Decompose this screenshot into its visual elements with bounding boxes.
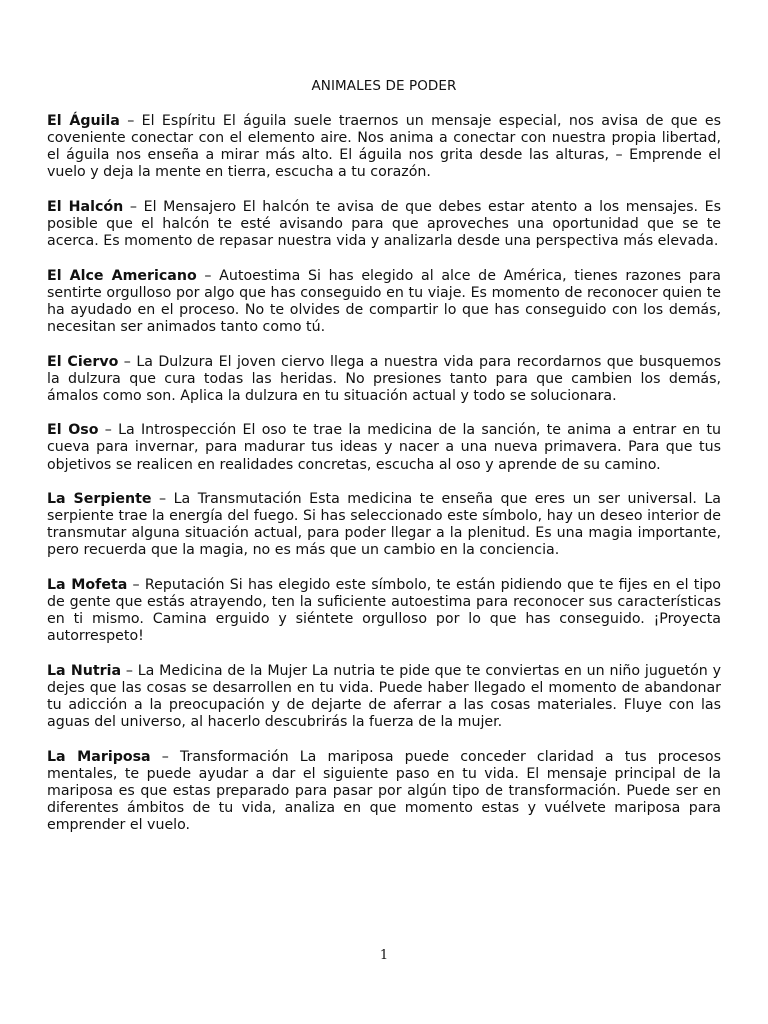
entry-nutria (47, 663, 721, 731)
entry-name: La Serpiente (47, 491, 152, 508)
entry-text: – Transformación La mariposa puede conceder claridad a tus procesos mentales, te puede ayudar a dar el siguiente paso en tu vida. El mensaje principal de la mariposa es que estas preparado para pasar por algún tipo de transformación. Puede ser en diferentes ámbitos de tu vida, analiza en que momento estas y vuélvete mariposa para emprender el vuelo. (47, 748, 722, 834)
entry-text: – La Transmutación Esta medicina te enseña que eres un ser universal. La serpiente trae la energía del fuego. Si has seleccionado este símbolo, hay un deseo interior de transmutar alguna situación actual, para poder llegar a la plenitud. Es una magia importante, pero recuerda que la magia, no es más que un cambio en la conciencia. (47, 491, 721, 559)
entry-name: El Oso (47, 422, 99, 439)
entry-mofeta (47, 577, 721, 645)
entry-alce-americano (47, 268, 721, 336)
entry-mariposa (47, 749, 721, 834)
entry-text: – El Mensajero El halcón te avisa de que debes estar atento a los mensajes. Es posible que el halcón te esté avisando para que aproveches una oportunidad que se te acerca. Es momento de repasar nuestra vida y analizarla desde una perspectiva más elevada. (47, 198, 722, 250)
entry-name: El Halcón (47, 198, 124, 215)
entry-text: – Reputación Si has elegido este símbolo, te están pidiendo que te fijes en el tipo de gente que estás atrayendo, ten la suficiente autoestima para reconocer sus características en ti mismo. Camina erguido y siéntete orgulloso por lo que has conseguido. ¡Proyecta autorrespeto! (47, 576, 721, 645)
page-number: 1 (379, 948, 389, 963)
entry-name: La Mariposa (47, 748, 151, 765)
entry-name: El Alce Americano (47, 267, 197, 284)
entry-halcon (47, 199, 721, 250)
entry-serpiente (47, 491, 721, 559)
entry-text: – La Dulzura El joven ciervo llega a nuestra vida para recordarnos que busquemos la dulzura que cura todas las heridas. No presiones tanto para que cambien los demás, ámalos como son. Aplica la dulzura en tu situación actual y todo se solucionara. (47, 353, 721, 404)
entry-name: El Ciervo (47, 353, 119, 370)
entry-text: – El Espíritu El águila suele traernos un mensaje especial, nos avisa de que es coveniente conectar con el elemento aire. Nos anima a conectar con nuestra propia libertad, el águila nos enseña a mirar más alto. El águila nos grita desde las alturas, – Emprende el vuelo y deja la mente en tierra, escucha a tu corazón. (47, 113, 721, 181)
entry-text: – La Medicina de la Mujer La nutria te pide que te conviertas en un niño juguetón y dejes que las cosas se desarrollen en tu vida. Puede haber llegado el momento de abandonar tu adicción a la preocupación y de dejarte de aferrar a las cosas materiales. Fluye con las aguas del universo, al hacerlo descubrirás la fuerza de la mujer. (47, 662, 721, 731)
entry-text: – La Introspección El oso te trae la medicina de la sanción, te anima a entrar en tu cueva para invernar, para madurar tus ideas y nacer a una nueva primavera. Para que tus objetivos se realicen en realidades concretas, escucha al oso y aprende de su camino. (47, 422, 721, 473)
entry-ciervo (47, 354, 721, 405)
entry-name: La Mofeta (47, 576, 128, 593)
entry-aguila (47, 113, 721, 181)
entry-oso (47, 422, 721, 473)
entry-name: El Águila (47, 113, 120, 129)
entry-text: – Autoestima Si has elegido al alce de América, tienes razones para sentirte orgulloso por algo que has conseguido en tu viaje. Es momento de reconocer quien te ha ayudado en el proceso. No te olvides de compartir lo que has conseguido con los demás, necesitan ser animados tanto como tú. (47, 267, 721, 335)
page-title: ANIMALES DE PODER (311, 78, 457, 94)
entry-name: La Nutria (47, 662, 122, 679)
